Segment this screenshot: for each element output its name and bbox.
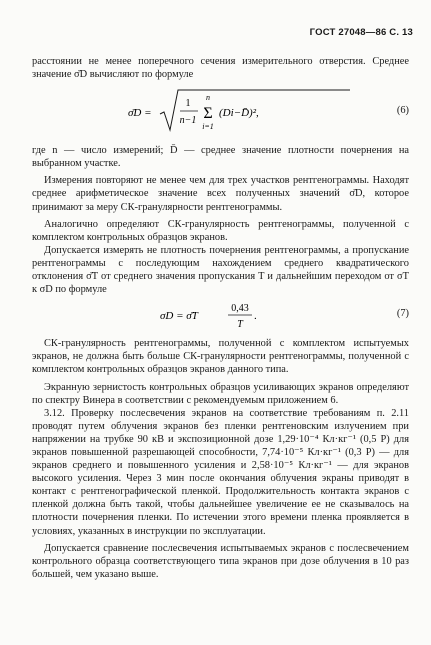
page-header: ГОСТ 27048—86 С. 13 <box>309 27 413 38</box>
formula-6 <box>32 86 409 138</box>
formula-6-graphic <box>122 86 352 138</box>
paragraph-5: Допускается измерять не плотность почернения рентгенограммы, а пропускание рентгенограммы с последующим нахождением среднего квадратического отклонения σ̄T от среднего значения пропускания T и дальнейшим переходом от σT к σD по формуле <box>32 244 409 296</box>
formula-6-num: 1 <box>185 98 191 110</box>
svg-text:Σ: Σ <box>203 105 213 123</box>
page-body <box>32 55 409 581</box>
formula-6-label: (6) <box>396 105 409 117</box>
formula-7-num: 0,43 <box>231 303 249 315</box>
formula-7-lhs: σD = σ̄T <box>160 310 198 323</box>
formula-7 <box>32 299 409 331</box>
formula-6-expr: (Di−D̄)², <box>219 107 259 120</box>
formula-6-lhs: σ̄D = <box>128 107 152 120</box>
paragraph-4: Аналогично определяют СК-гранулярность рентгенограммы, полученной с комплектом контрольных образцов экранов. <box>32 218 409 243</box>
formula-7-graphic <box>160 299 280 331</box>
formula-7-den: T <box>237 319 243 331</box>
paragraph-8: 3.12. Проверку послесвечения экранов на соответствие требованиям п. 2.11 проводят путем облучения экранов без пленки рентгеновским излучением при напряжении на трубке 90 кВ и экспозиционной дозе 1,29·10⁻⁴ Кл·кг⁻¹ (0,5 Р) для экранов повышенной разрешающей способности, 7,74·10⁻⁵ Кл·кг⁻¹ (0,3 Р) — для экранов среднего и повышенного усиления и 2,58·10⁻⁵ Кл·кг⁻¹ — для экранов высокого усиления. Через 3 мин после окончания облучения экраны приводят в контакт с рентгенографической пленкой. Продолжительность контакта экранов с пленкой должна быть такой, чтобы дальнейшее увеличение ее не сказывалось на плотности почернения пленки. По истечении этого времени пленка проявляется в условиях, указанных в инструкции по эксплуатации. <box>32 407 409 537</box>
formula-7-label: (7) <box>396 308 409 320</box>
formula-6-sum-top: n <box>206 93 210 103</box>
paragraph-1: расстоянии не менее поперечного сечения измерительного отверстия. Среднее значение σ̄D вычисляют по формуле <box>32 56 409 81</box>
paragraph-9: Допускается сравнение послесвечения испытываемых экранов с послесвечением контрольного образца соответствующего типа экранов при дозе облучения в 10 раз большей, чем указано выше. <box>32 542 409 580</box>
svg-text:.: . <box>254 310 257 323</box>
formula-6-den: n−1 <box>179 115 197 127</box>
paragraph-2: где n — число измерений; D̄ — среднее значение плотности почернения на выбранном участке. <box>32 145 409 170</box>
paragraph-7: Экранную зернистость контрольных образцов усиливающих экранов определяют по спектру Винера в соответствии с рекомендуемым приложением 6. <box>32 381 409 406</box>
paragraph-3: Измерения повторяют не менее чем для трех участков рентгенограммы. Находят среднее арифметическое значение всех полученных значений σ̄D, которое принимают за меру СК-гранулярности рентгенограммы. <box>32 175 409 213</box>
formula-6-sum-bot: i=1 <box>202 122 214 132</box>
paragraph-6: СК-гранулярность рентгенограммы, полученной с комплектом испытуемых экранов, не должна быть больше СК-гранулярности рентгенограммы, полученной с комплектом контрольных образцов экранов данного типа. <box>32 338 409 376</box>
